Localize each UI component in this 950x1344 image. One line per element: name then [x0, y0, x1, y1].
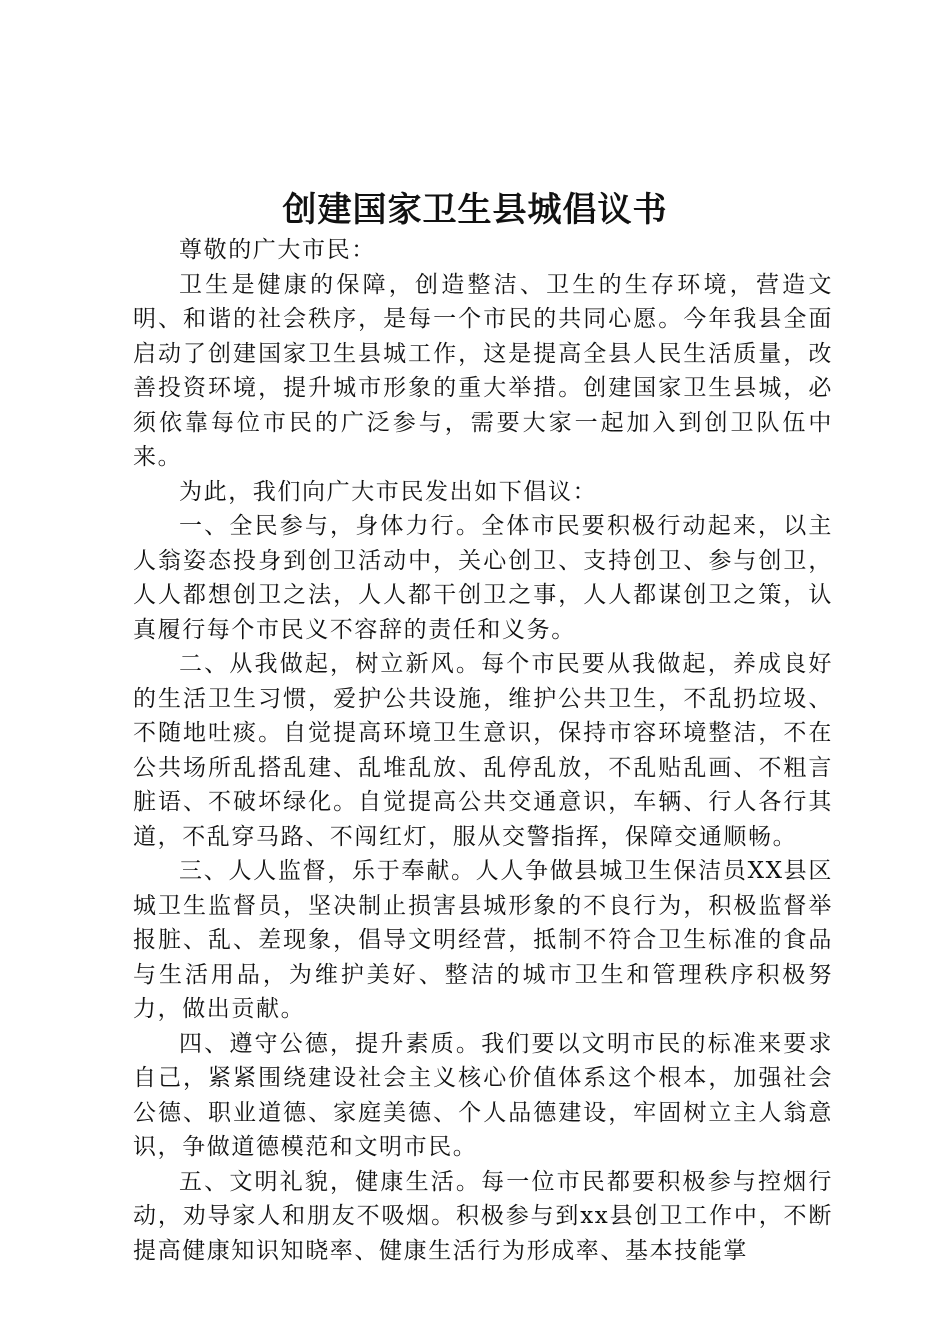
document-body — [133, 233, 833, 1268]
paragraph-item-3: 三、人人监督，乐于奉献。人人争做县城卫生保洁员XX县区城卫生监督员，坚决制止损害县城形象的不良行为，积极监督举报脏、乱、差现象，倡导文明经营，抵制不符合卫生标准的食品与生活用品，为维护美好、整洁的城市卫生和管理秩序积极努力，做出贡献。 — [133, 858, 833, 1022]
paragraph-item-5: 五、文明礼貌，健康生活。每一位市民都要积极参与控烟行动，劝导家人和朋友不吸烟。积极参与到xx县创卫工作中，不断提高健康知识知晓率、健康生活行为形成率、基本技能掌 — [133, 1168, 833, 1264]
paragraph-item-4: 四、遵守公德，提升素质。我们要以文明市民的标准来要求自己，紧紧围绕建设社会主义核心价值体系这个根本，加强社会公德、职业道德、家庭美德、个人品德建设，牢固树立主人翁意识，争做道德模范和文明市民。 — [133, 1030, 833, 1160]
paragraph-item-2: 二、从我做起，树立新风。每个市民要从我做起，养成良好的生活卫生习惯，爱护公共设施，维护公共卫生，不乱扔垃圾、不随地吐痰。自觉提高环境卫生意识，保持市容环境整洁，不在公共场所乱搭乱建、乱堆乱放、乱停乱放，不乱贴乱画、不粗言脏语、不破坏绿化。自觉提高公共交通意识，车辆、行人各行其道，不乱穿马路、不闯红灯，服从交警指挥，保障交通顺畅。 — [133, 651, 833, 850]
paragraph-intro: 卫生是健康的保障，创造整洁、卫生的生存环境，营造文明、和谐的社会秩序，是每一个市民的共同心愿。今年我县全面启动了创建国家卫生县城工作，这是提高全县人民生活质量，改善投资环境，提升城市形象的重大举措。创建国家卫生县城，必须依靠每位市民的广泛参与，需要大家一起加入到创卫队伍中来。 — [133, 271, 833, 470]
salutation: 尊敬的广大市民： — [179, 237, 376, 263]
document-title: 创建国家卫生县城倡议书 — [282, 190, 668, 230]
paragraph-item-1: 一、全民参与，身体力行。全体市民要积极行动起来，以主人翁姿态投身到创卫活动中，关心创卫、支持创卫、参与创卫，人人都想创卫之法，人人都干创卫之事，人人都谋创卫之策，认真履行每个市民义不容辞的责任和义务。 — [133, 513, 833, 643]
paragraph-proposal-lead: 为此，我们向广大市民发出如下倡议： — [179, 478, 598, 505]
